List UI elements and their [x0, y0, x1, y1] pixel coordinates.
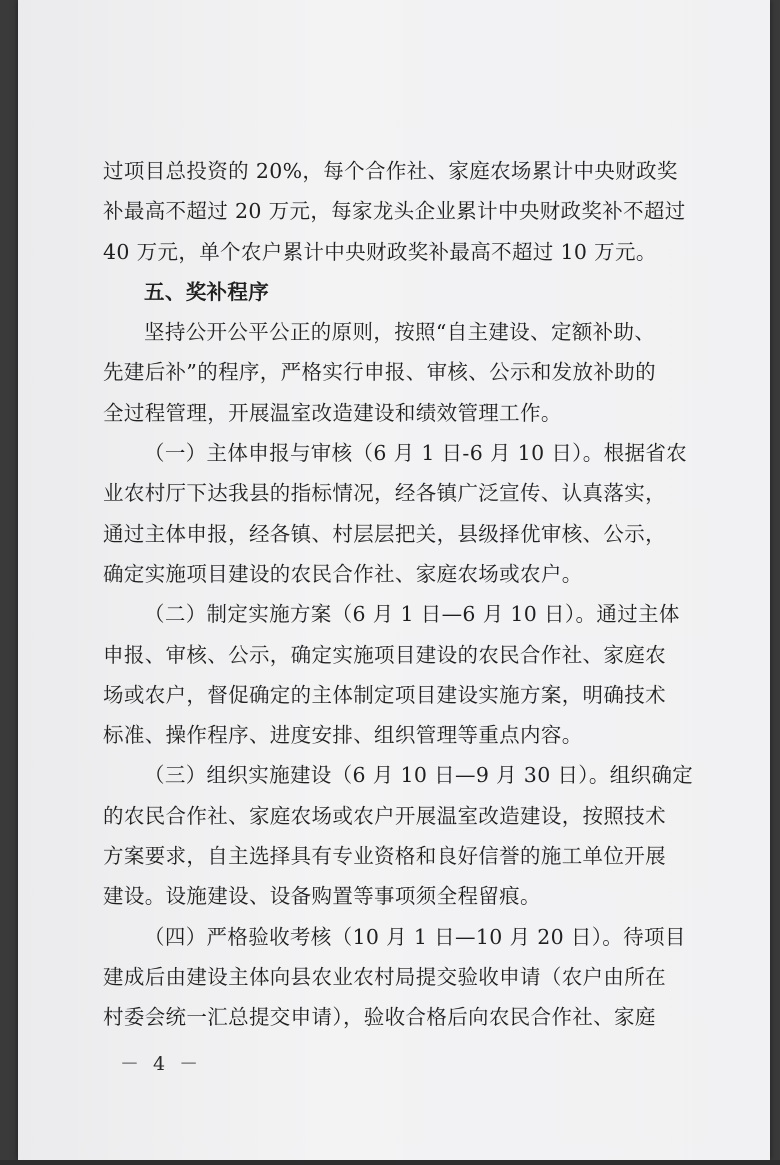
body-line: 场或农户，督促确定的主体制定项目建设实施方案，明确技术 [103, 682, 666, 707]
paragraph-first-line: （三）组织实施建设（6 月 10 日—9 月 30 日）。组织确定 [144, 763, 694, 788]
body-line: 先建后补”的程序，严格实行申报、审核、公示和发放补助的 [103, 360, 656, 385]
body-line: 40 万元，单个农户累计中央财政奖补最高不超过 10 万元。 [103, 239, 657, 264]
scan-background-edge [0, 1160, 780, 1165]
paragraph-first-line: 坚持公开公平公正的原则，按照“自主建设、定额补助、 [144, 320, 656, 345]
body-line: 建设。设施建设、设备购置等事项须全程留痕。 [103, 884, 541, 909]
section-heading: 五、奖补程序 [144, 279, 270, 304]
body-line: 标准、操作程序、进度安排、组织管理等重点内容。 [103, 723, 583, 748]
body-line: 村委会统一汇总提交申请），验收合格后向农民合作社、家庭 [103, 1005, 656, 1030]
body-line: 业农村厅下达我县的指标情况，经各镇广泛宣传、认真落实， [103, 481, 666, 506]
paragraph-first-line: （一）主体申报与审核（6 月 1 日-6 月 10 日）。根据省农 [144, 441, 688, 466]
document-body [103, 151, 703, 1038]
body-line: 的农民合作社、家庭农场或农户开展温室改造建设，按照技术 [103, 803, 666, 828]
paragraph-first-line: （四）严格验收考核（10 月 1 日—10 月 20 日）。待项目 [144, 924, 686, 949]
body-line: 方案要求，自主选择具有专业资格和良好信誉的施工单位开展 [103, 844, 666, 869]
body-line: 申报、审核、公示，确定实施项目建设的农民合作社、家庭农 [103, 642, 666, 667]
paragraph-first-line: （二）制定实施方案（6 月 1 日—6 月 10 日）。通过主体 [144, 602, 680, 627]
body-line: 过项目总投资的 20%，每个合作社、家庭农场累计中央财政奖 [103, 159, 678, 183]
body-line: 建成后由建设主体向县农业农村局提交验收申请（农户由所在 [103, 964, 666, 989]
document-page [18, 0, 770, 1160]
body-line: 补最高不超过 20 万元，每家龙头企业累计中央财政奖补不超过 [103, 199, 686, 224]
body-line: 确定实施项目建设的农民合作社、家庭农场或农户。 [103, 561, 583, 586]
page-number: － 4 － [120, 1053, 203, 1075]
body-line: 全过程管理，开展温室改造建设和绩效管理工作。 [103, 400, 562, 425]
body-line: 通过主体申报，经各镇、村层层把关，县级择优审核、公示， [103, 521, 666, 546]
